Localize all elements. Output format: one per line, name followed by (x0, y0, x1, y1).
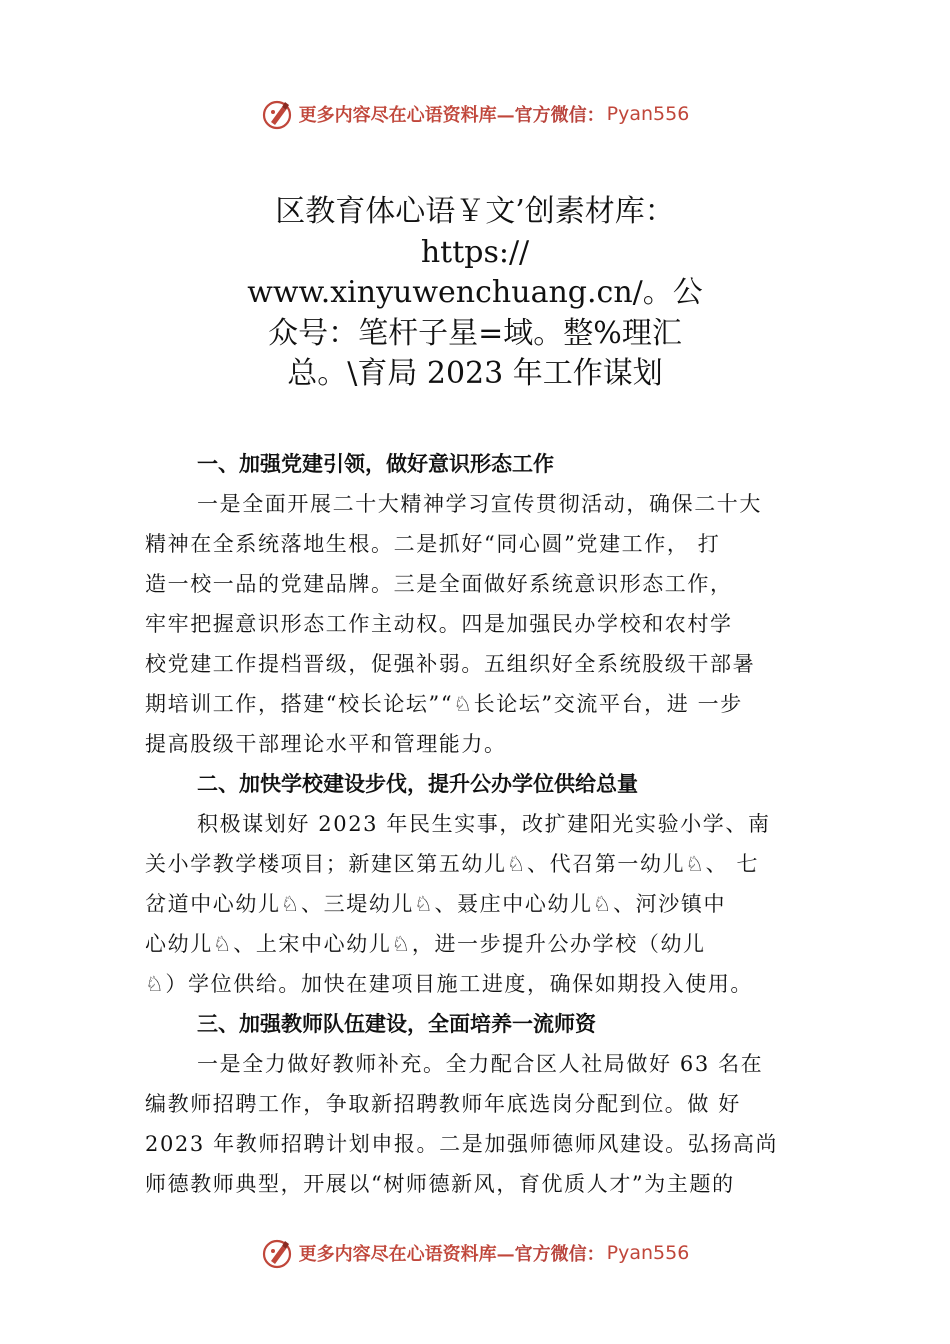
paragraph-line: 编教师招聘工作，争取新招聘教师年底选岗分配到位。做 好 (145, 1092, 741, 1116)
footer-banner-text: 更多内容尽在心语资料库—官方微信： (298, 1244, 605, 1265)
title-line: 区教育体心语￥文’创素材库： (275, 194, 675, 229)
title-line: https:// (420, 234, 530, 270)
header-wechat-id: Pyan556 (606, 103, 690, 125)
paragraph-line: 一是全面开展二十大精神学习宣传贯彻活动，确保二十大 (197, 492, 762, 516)
paragraph-line: 积极谋划好 2023 年民生实事，改扩建阳光实验小学、南 (197, 812, 771, 836)
footer-banner (0, 1233, 950, 1273)
section-heading: 一、加强党建引领，做好意识形态工作 (197, 452, 554, 476)
header-banner-text: 更多内容尽在心语资料库—官方微信： (298, 105, 605, 126)
paragraph-line: 师德教师典型，开展以“树师德新风，育优质人才”为主题的 (145, 1172, 735, 1196)
paragraph-line: 提高股级干部理论水平和管理能力。 (145, 732, 507, 756)
pen-logo-icon (261, 98, 293, 130)
title-line: 众号：笔杆子星=域。整%理汇 (268, 315, 682, 351)
paragraph-line: 岔道中心幼儿♘、三堤幼儿♘、聂庄中心幼儿♘、河沙镇中 (145, 892, 727, 916)
paragraph-line: 校党建工作提档晋级，促强补弱。五组织好全系统股级干部暑 (145, 652, 756, 676)
paragraph-line: 心幼儿♘、上宋中心幼儿♘，进一步提升公办学校（幼儿 (145, 932, 706, 956)
section-heading: 三、加强教师队伍建设，全面培养一流师资 (197, 1012, 596, 1036)
paragraph-line: 精神在全系统落地生根。二是抓好“同心圆”党建工作， 打 (145, 532, 721, 556)
title-line: 总。\育局 2023 年工作谋划 (287, 356, 663, 391)
header-banner (0, 94, 950, 134)
section-paragraph (145, 484, 835, 764)
paragraph-line: 2023 年教师招聘计划申报。二是加强师德师风建设。弘扬高尚 (145, 1132, 779, 1156)
section-heading: 二、加快学校建设步伐，提升公办学位供给总量 (197, 772, 638, 796)
paragraph-line: 牢牢把握意识形态工作主动权。四是加强民办学校和农村学 (145, 612, 733, 636)
paragraph-line: 关小学教学楼项目；新建区第五幼儿♘、代召第一幼儿♘、 七 (145, 852, 760, 876)
paragraph-line: ♘）学位供给。加快在建项目施工进度，确保如期投入使用。 (145, 972, 754, 996)
section-paragraph (145, 1044, 835, 1204)
paragraph-line: 一是全力做好教师补充。全力配合区人社局做好 63 名在 (197, 1052, 764, 1076)
footer-wechat-id: Pyan556 (606, 1242, 690, 1264)
document-title (180, 192, 770, 395)
section-paragraph (145, 804, 835, 1004)
pen-logo-icon (261, 1237, 293, 1269)
document-body (145, 444, 835, 1204)
paragraph-line: 期培训工作，搭建“校长论坛”“♘长论坛”交流平台，进 一步 (145, 692, 743, 716)
title-line: www.xinyuwenchuang.cn/。公 (247, 275, 703, 310)
paragraph-line: 造一校一品的党建品牌。三是全面做好系统意识形态工作， (145, 572, 733, 596)
